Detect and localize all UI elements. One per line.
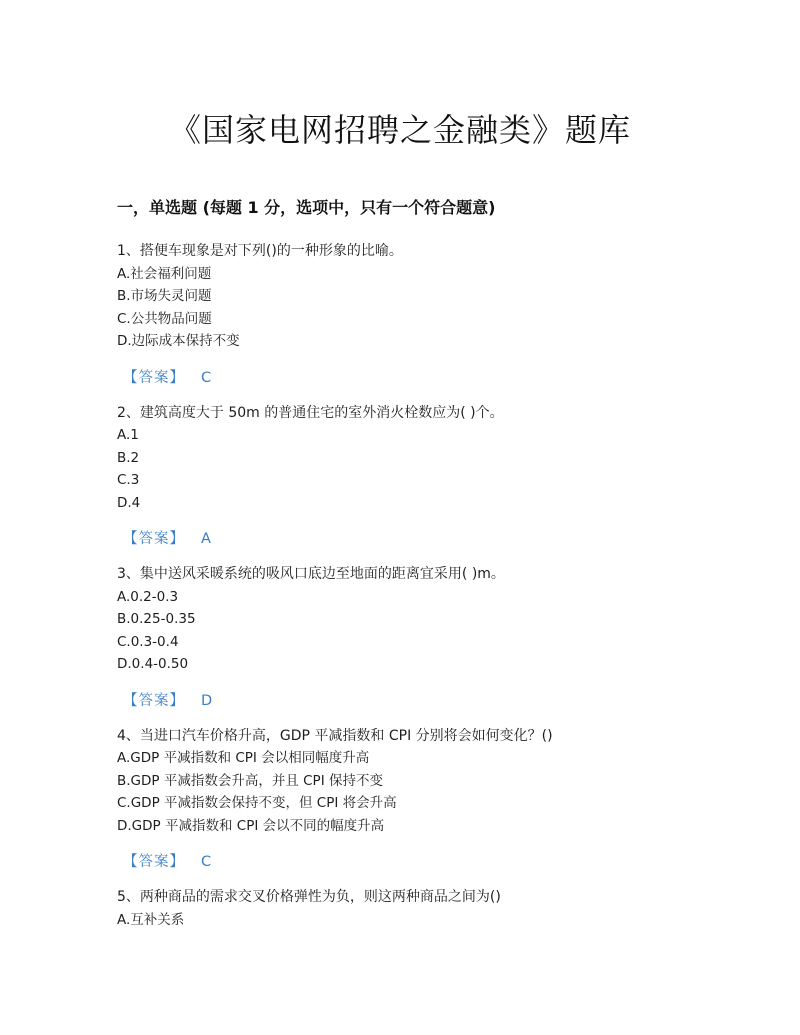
- question-option: B.市场失灵问题: [117, 288, 212, 304]
- question-item: [117, 402, 717, 552]
- question-option: A.互补关系: [117, 911, 185, 928]
- question-option: D.0.4-0.50: [117, 656, 189, 672]
- answer-line: [123, 527, 717, 551]
- answer-line: [123, 689, 717, 713]
- answer-label: 【答案】: [123, 692, 185, 709]
- answer-value: C: [201, 369, 212, 386]
- question-item: [117, 886, 717, 931]
- answer-label: 【答案】: [123, 531, 185, 547]
- answer-value: C: [201, 854, 212, 870]
- question-option: D.GDP 平减指数和 CPI 会以不同的幅度升高: [117, 817, 385, 834]
- question-option: C.0.3-0.4: [117, 633, 179, 650]
- question-stem: 3、集中送风采暖系统的吸风口底边至地面的距离宜采用( )m。: [117, 566, 505, 582]
- question-option: D.4: [117, 494, 141, 511]
- answer-label: 【答案】: [123, 369, 185, 386]
- question-stem: 4、当进口汽车价格升高，GDP 平减指数和 CPI 分别将会如何变化？(): [117, 727, 553, 744]
- question-option: C.3: [117, 472, 140, 488]
- question-list: [117, 240, 717, 931]
- question-option: C.GDP 平减指数会保持不变，但 CPI 将会升高: [117, 795, 397, 811]
- answer-line: [123, 850, 717, 874]
- answer-label: 【答案】: [123, 854, 185, 870]
- question-option: B.2: [117, 449, 140, 466]
- question-option: C.公共物品问题: [117, 310, 212, 327]
- question-option: B.0.25-0.35: [117, 611, 196, 627]
- question-item: [117, 725, 717, 875]
- question-option: A.0.2-0.3: [117, 588, 179, 605]
- answer-value: D: [201, 692, 213, 709]
- answer-line: [123, 366, 717, 390]
- question-stem: 2、建筑高度大于 50m 的普通住宅的室外消火栓数应为( )个。: [117, 404, 504, 421]
- question-option: A.GDP 平减指数和 CPI 会以相同幅度升高: [117, 750, 370, 766]
- question-option: A.1: [117, 427, 139, 443]
- question-option: D.边际成本保持不变: [117, 333, 240, 349]
- question-option: A.社会福利问题: [117, 265, 212, 282]
- section-title: 一，单选题 (每题 1 分，选项中，只有一个符合题意): [117, 198, 496, 217]
- question-item: [117, 563, 717, 713]
- question-option: B.GDP 平减指数会升高，并且 CPI 保持不变: [117, 772, 383, 789]
- page-title: 《国家电网招聘之金融类》题库: [168, 111, 631, 149]
- question-stem: 1、搭便车现象是对下列()的一种形象的比喻。: [117, 243, 403, 259]
- answer-value: A: [201, 531, 211, 547]
- question-stem: 5、两种商品的需求交叉价格弹性为负，则这两种商品之间为(): [117, 889, 501, 905]
- question-item: [117, 240, 717, 390]
